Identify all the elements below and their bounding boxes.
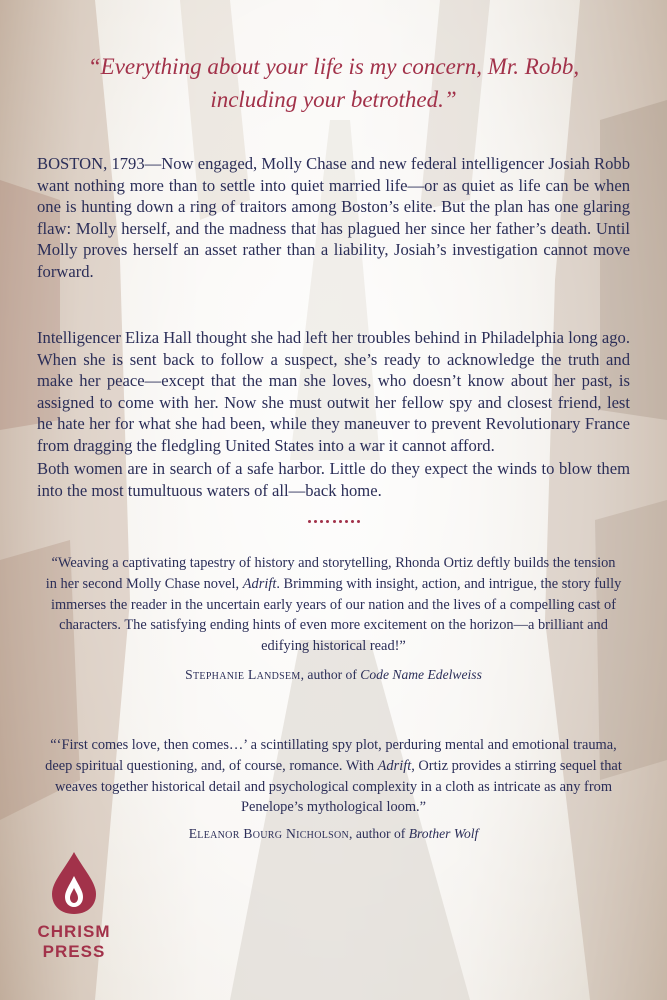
dotted-ornament-divider — [308, 520, 360, 526]
publisher-name-line-2: PRESS — [42, 942, 106, 961]
endorsement-2-text-a: “‘First comes love, then comes…’ a scintillating spy plot, perduring mental and emotional trauma, deep spiritual questioning, and, of course, romance. With — [45, 737, 617, 774]
endorsement-2-book-title: Adrift — [377, 757, 412, 774]
endorsement-1-author: Stephanie Landsem — [185, 667, 301, 682]
endorsement-1-author-book: Code Name Edelweiss — [360, 667, 482, 682]
headline-line-1: “Everything about your life is my concern, Mr. Robb, — [87, 54, 580, 79]
publisher-name — [34, 922, 114, 962]
headline-line-2: including your betrothed.” — [210, 87, 457, 112]
synopsis-paragraph-2: Intelligencer Eliza Hall thought she had left her troubles behind in Philadelphia long ago. When she is sent back to follow a suspect, she’s ready to acknowledge the truth and make her peace—except that the man she loves, who doesn’t know about her past, is assigned to come with her. Now she must outwit her fellow spy and closest friend, lest he hate her for what she had been, while they maneuver to prevent Revolutionary France from dragging the fledgling United States into a war it cannot afford. — [37, 328, 630, 455]
endorsement-1-text-a: “Weaving a captivating tapestry of history and storytelling, Rhonda Ortiz deftly builds the tension in her second Molly Chase novel, — [45, 555, 616, 592]
endorsement-1-text-b: . Brimming with insight, action, and intrigue, the story fully immerses the reader in the uncertain early years of our nation and the lives of a compelling cast of characters. The satisfying ending hints of even more excitement on the horizon—a brilliant and edifying historical read!” — [50, 575, 622, 655]
endorsement-2-author: Eleanor Bourg Nicholson — [188, 826, 350, 841]
endorsement-quote-1 — [45, 553, 622, 657]
publisher-logo — [34, 850, 114, 960]
endorsement-2-author-of: , author of — [349, 826, 409, 841]
flame-drop-icon — [50, 850, 98, 916]
headline-quote — [40, 50, 627, 116]
synopsis-paragraph-3: Both women are in search of a safe harbor. Little do they expect the winds to blow them into the most tumultuous waters of all—back home. — [37, 459, 630, 500]
endorsement-quote-2 — [45, 735, 622, 818]
synopsis-paragraph-1: BOSTON, 1793—Now engaged, Molly Chase and new federal intelligencer Josiah Robb want nothing more than to settle into quiet married life—or as quiet as life can be when one is hunting down a ring of traitors among Boston’s elite. But the plan has one glaring flaw: Molly herself, and the madness that has plagued her since her father’s death. Until Molly proves herself an asset rather than a liability, Josiah’s investigation cannot move forward. — [37, 154, 630, 281]
endorsement-1-author-of: , author of — [300, 667, 361, 682]
publisher-name-line-1: CHRISM — [37, 922, 111, 941]
endorsement-2-text-b: , Ortiz provides a stirring sequel that weaves together historical detail and psychological complexity in a cloth as intricate as any from Penelope’s mythological loom.” — [54, 757, 622, 816]
endorsement-2-author-book: Brother Wolf — [408, 826, 479, 841]
endorsement-attribution-1 — [40, 667, 627, 683]
endorsement-1-book-title: Adrift — [242, 575, 277, 592]
endorsement-attribution-2 — [40, 826, 627, 842]
